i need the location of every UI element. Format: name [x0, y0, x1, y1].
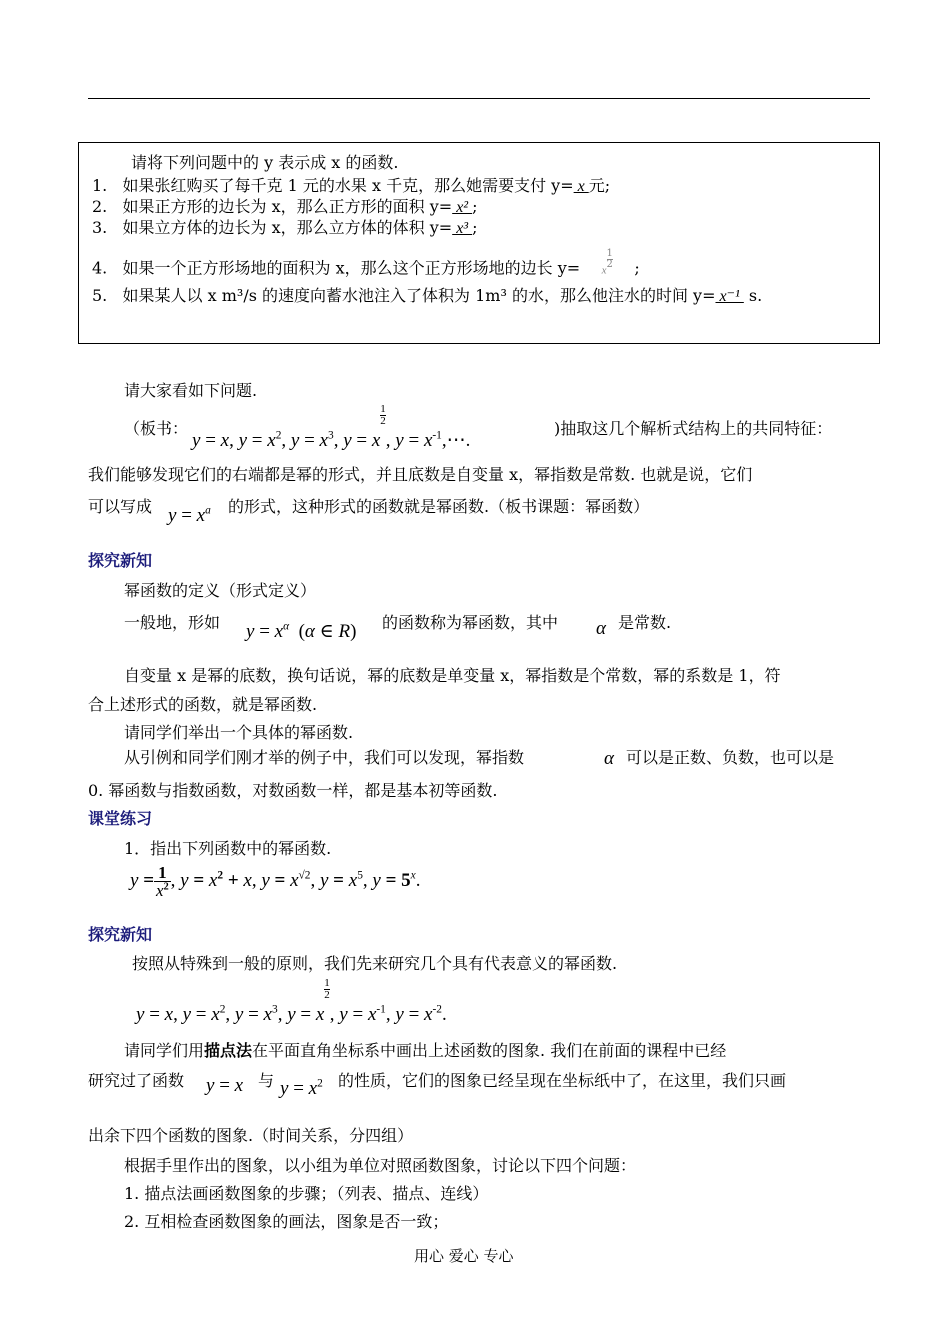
definition-post: 是常数. — [618, 613, 672, 632]
sqrt-x-formula: x $\frac{1}{2}$ — [601, 248, 613, 277]
box-intro: 请将下列问题中的 y 表示成 x 的函数. — [131, 153, 399, 172]
box-item-2: 2. 如果正方形的边长为 x，那么正方形的面积 y= x² ; — [92, 197, 478, 216]
box-item-3: 3. 如果立方体的边长为 x，那么立方体的体积 y= x³ ; — [92, 218, 478, 237]
formula-examples-1: y = x, $y = x^2$, $y = x^3$, y = x $\frac{1}{2}$ , $y = x^{-1},\cdots$. — [192, 403, 471, 451]
para-4-pre: 可以写成 — [88, 497, 153, 516]
formula-y-eq-x: y = x — [206, 1075, 244, 1096]
box-item-5: 5. 如果某人以 x m³/s 的速度向蓄水池注入了体积为 1m³ 的水，那么他注水的时间 y= x⁻¹ s. — [92, 286, 763, 305]
exercise-1: 1．指出下列函数中的幂函数. — [124, 839, 332, 858]
para-7: 请同学们举出一个具体的幂函数. — [124, 723, 354, 742]
formula-examples-2: y = x, $y = x^2$, $y = x^3$, y = x $\frac{1}{2}$ , $y = x^{-1}$, $y = x^{-2}$. — [136, 977, 447, 1025]
box-item-1: 1. 如果张红购买了每千克 1 元的水果 x 千克，那么她需要支付 y= x 元; — [92, 176, 611, 195]
para-8-post: 可以是正数、负数，也可以是 — [626, 748, 835, 767]
definition-mid: 的函数称为幂函数，其中 — [382, 613, 559, 632]
para-9: 0. 幂函数与指数函数，对数函数一样，都是基本初等函数. — [88, 781, 498, 800]
page-footer: 用心 爱心 专心 — [414, 1247, 514, 1265]
para-3: 我们能够发现它们的右端都是幂的形式，并且底数是自变量 x，幂指数是常数. 也就是说，它们 — [88, 465, 753, 484]
box-item-4: 4. 如果一个正方形场地的面积为 x，那么这个正方形场地的边长 y= x $\frac{1}{2}$ ; — [92, 248, 640, 278]
definition-title: 幂函数的定义（形式定义） — [124, 581, 317, 600]
para-13: 出余下四个函数的图象.（时间关系，分四组） — [88, 1126, 414, 1145]
para-6: 合上述形式的函数，就是幂函数. — [88, 695, 318, 714]
para-10: 按照从特殊到一般的原则，我们先来研究几个具有代表意义的幂函数. — [132, 954, 618, 973]
para-11: 请同学们用描点法在平面直角坐标系中画出上述函数的图象. 我们在前面的课程中已经 — [124, 1041, 727, 1060]
alpha-symbol-2: α — [604, 748, 614, 769]
para-14: 根据手里作出的图象，以小组为单位对照函数图象，讨论以下四个问题： — [124, 1156, 637, 1175]
para-4-post: 的形式，这种形式的函数就是幂函数.（板书课题：幂函数） — [228, 497, 650, 516]
formula-exercise: y = $\frac{1}{x^2}$ , $y = x^2 + x$, $y = x^{√2}$, $y = x^5$, $y = 5^x$. — [130, 863, 421, 900]
definition-pre: 一般地，形如 — [124, 613, 221, 632]
para-2-tail: )抽取这几个解析式结构上的共同特征： — [554, 419, 833, 438]
para-5: 自变量 x 是幂的底数，换句话说，幂的底数是单变量 x，幂指数是个常数，幂的系数是 1，符 — [124, 666, 781, 685]
para-8-pre: 从引例和同学们刚才举的例子中，我们可以发现，幂指数 — [124, 748, 525, 767]
para-16: 2. 互相检查函数图象的画法，图象是否一致； — [124, 1212, 449, 1231]
alpha-symbol: α — [596, 618, 606, 639]
para-2: （板书： — [124, 419, 189, 438]
formula-y-eq-x2: $y = x^2$ — [280, 1077, 323, 1099]
section-heading-explore-1: 探究新知 — [88, 551, 153, 570]
section-heading-explore-2: 探究新知 — [88, 925, 153, 944]
section-heading-practice: 课堂练习 — [88, 809, 153, 828]
formula-definition: $y = x^\alpha$ (α ∈ R) — [246, 620, 357, 642]
header-rule — [88, 98, 870, 99]
para-12-post: 的性质，它们的图象已经呈现在坐标纸中了，在这里，我们只画 — [338, 1071, 787, 1090]
para-15: 1. 描点法画函数图象的步骤；（列表、描点、连线） — [124, 1184, 489, 1203]
formula-power: $y = x^a$ — [168, 504, 211, 526]
para-1: 请大家看如下问题. — [124, 381, 258, 400]
para-12-pre: 研究过了函数 — [88, 1071, 185, 1090]
para-12-mid: 与 — [258, 1071, 275, 1090]
